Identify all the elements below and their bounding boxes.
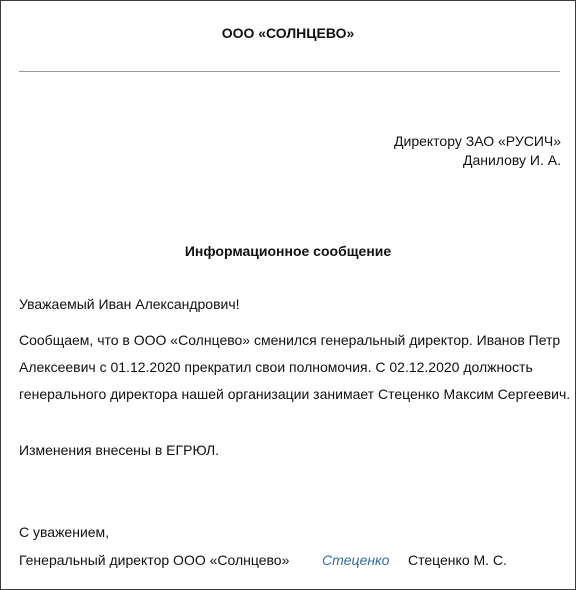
handwritten-signature: Стеценко	[322, 552, 390, 568]
company-name-header: ООО «СОЛНЦЕВО»	[221, 25, 355, 41]
document-title: Информационное сообщение	[184, 243, 392, 259]
body-paragraph	[19, 327, 571, 408]
addressee-position: Директору ЗАО «РУСИЧ»	[394, 133, 561, 149]
addressee-block	[394, 132, 561, 170]
closing-phrase: С уважением,	[19, 524, 110, 540]
addressee-name: Данилову И. А.	[462, 152, 561, 168]
greeting: Уважаемый Иван Александрович!	[19, 296, 240, 312]
signatory-name: Стеценко М. С.	[408, 552, 507, 568]
body-line: Алексеевич с 01.12.2020 прекратил свои полномочия. С 02.12.2020 должность	[19, 359, 533, 375]
changes-note: Изменения внесены в ЕГРЮЛ.	[19, 442, 220, 458]
body-line: генерального директора нашей организации занимает Стеценко Максим Сергеевич.	[19, 386, 571, 402]
body-line: Сообщаем, что в ООО «Солнцево» сменился генеральный директор. Иванов Петр	[19, 332, 561, 348]
signatory-position: Генеральный директор ООО «Солнцево»	[19, 552, 290, 568]
header-divider	[19, 71, 560, 72]
